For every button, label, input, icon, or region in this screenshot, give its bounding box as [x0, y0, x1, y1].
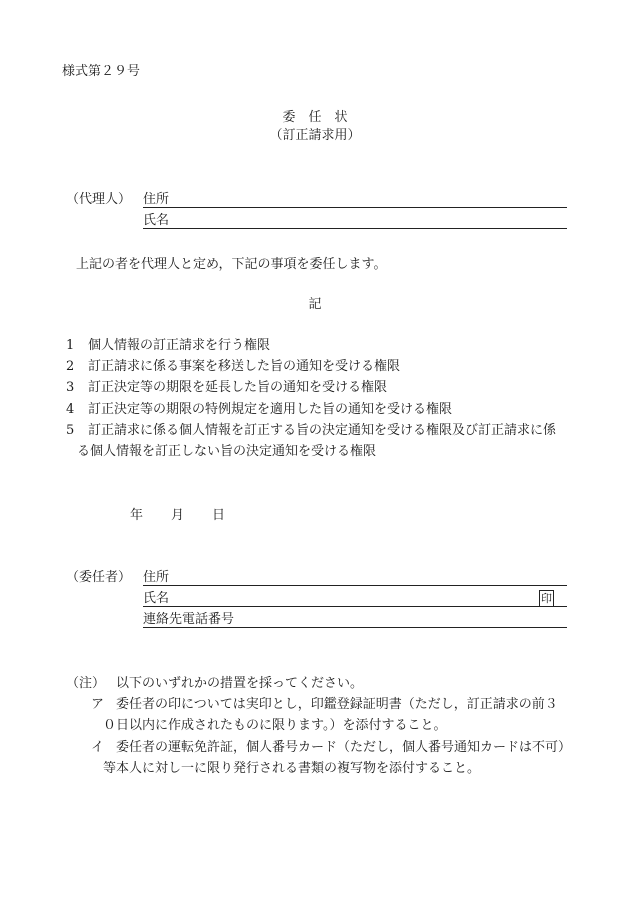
note-a-text: 委任者の印については実印とし，印鑑登録証明書（ただし，訂正請求の前３: [116, 697, 558, 712]
principal-phone-label: 連絡先電話番号: [143, 612, 235, 627]
item-number: 1: [66, 338, 75, 353]
principal-address-field[interactable]: [143, 585, 567, 586]
agent-address-field[interactable]: [143, 207, 567, 208]
item-number: 2: [66, 359, 75, 374]
authority-item: [66, 402, 452, 418]
authority-item: [66, 338, 270, 354]
authority-item: [66, 380, 387, 396]
delegation-statement: 上記の者を代理人と定め，下記の事項を委任します。: [76, 257, 387, 272]
note-i-continuation: 等本人に対し一に限り発行される書類の複写物を添付すること。: [103, 761, 481, 776]
item-text: 訂正請求に係る事案を移送した旨の通知を受ける権限: [88, 359, 401, 374]
item-number: 5: [66, 423, 75, 438]
date-year-label: 年: [130, 508, 144, 523]
item-text: 訂正決定等の期限の特例規定を適用した旨の通知を受ける権限: [88, 402, 453, 417]
agent-name-field[interactable]: [143, 228, 567, 229]
item-text: 訂正決定等の期限を延長した旨の通知を受ける権限: [88, 380, 388, 395]
authority-item: [66, 359, 400, 375]
form-number: 様式第２９号: [62, 64, 141, 79]
note-a-mark: ア: [91, 697, 105, 712]
agent-address-label: 住所: [143, 192, 170, 207]
notes-label: （注）: [66, 676, 106, 691]
authority-item: [66, 423, 556, 439]
principal-address-label: 住所: [143, 570, 170, 585]
item-number: 3: [66, 380, 75, 395]
item-number: 4: [66, 402, 75, 417]
date-month-label: 月: [171, 508, 185, 523]
note-i-mark: イ: [91, 740, 105, 755]
principal-label: （委任者）: [66, 570, 132, 585]
notes-intro: 以下のいずれかの措置を採ってください。: [116, 676, 364, 691]
authority-item-continuation: る個人情報を訂正しない旨の決定通知を受ける権限: [77, 444, 377, 459]
note-i-text: 委任者の運転免許証，個人番号カード（ただし，個人番号通知カードは不可）: [116, 740, 572, 755]
ki-heading: 記: [308, 297, 322, 312]
date-day-label: 日: [212, 508, 226, 523]
item-text: 個人情報の訂正請求を行う権限: [88, 338, 271, 353]
principal-name-label: 氏名: [143, 591, 170, 606]
note-a-continuation: ０日以内に作成されたものに限ります。）を添付すること。: [103, 718, 447, 733]
principal-name-field[interactable]: [143, 606, 567, 607]
document-subtitle: （訂正請求用）: [269, 128, 361, 143]
item-text: 訂正請求に係る個人情報を訂正する旨の決定通知を受ける権限及び訂正請求に係: [88, 423, 557, 438]
agent-name-label: 氏名: [143, 213, 170, 228]
document-title: 委 任 状: [282, 110, 348, 125]
seal-mark: 印: [541, 592, 552, 605]
agent-label: （代理人）: [66, 192, 132, 207]
principal-phone-field[interactable]: [143, 627, 567, 628]
